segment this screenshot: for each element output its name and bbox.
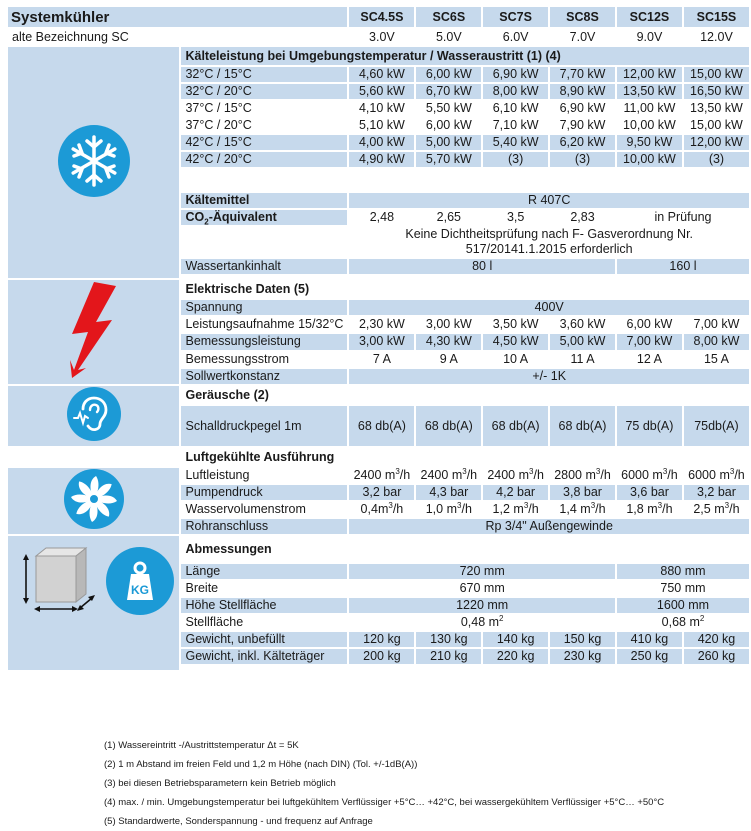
header-row	[8, 7, 749, 27]
pipe-label: Rohranschluss	[181, 519, 347, 534]
cell: 5,50 kW	[416, 101, 481, 116]
co2-label: $CO_2$-Äquivalent	[181, 210, 347, 225]
model-SC6S: SC6S	[416, 7, 481, 27]
cell: 2800 $m^3/h$	[550, 468, 615, 483]
weight-empty-label: Gewicht, unbefüllt	[181, 632, 347, 647]
spacer	[181, 276, 749, 278]
length-b: 880 mm	[617, 564, 749, 579]
cell: 5,00 kW	[416, 135, 481, 150]
old-name-value: 7.0V	[569, 29, 596, 44]
cell: 250 kg	[617, 649, 682, 664]
cell: 150 kg	[550, 632, 615, 647]
air-header: Luftgekühlte Ausführung	[181, 448, 749, 466]
cell: 9 A	[416, 352, 481, 367]
cell: 75db(A)	[684, 406, 749, 446]
cell: 6,00 kW	[617, 317, 682, 332]
cell: 6,00 kW	[416, 118, 481, 133]
spacer	[181, 169, 749, 181]
dims-header: Abmessungen	[181, 536, 749, 562]
dims-icon-cell	[8, 536, 179, 670]
row-label: 42°C / 15°C	[181, 135, 347, 150]
footnote: (1) Wassereintritt -/Austrittstemperatur Δt = 5K	[104, 740, 299, 751]
width-b: 750 mm	[617, 581, 749, 596]
cell: 6000 $m^3/h$	[684, 468, 749, 483]
length-a: 720 mm	[349, 564, 615, 579]
cell: 6,90 kW	[550, 101, 615, 116]
cell: 130 kg	[416, 632, 481, 647]
old-name-row	[8, 29, 749, 45]
weight-full-label: Gewicht, inkl. Kälteträger	[181, 649, 347, 664]
cell: 5,40 kW	[483, 135, 548, 150]
cell: 7,70 kW	[550, 67, 615, 82]
height-label: Höhe Stellfläche	[181, 598, 347, 613]
cooling-icon-cell	[8, 47, 179, 278]
cell: 6,00 kW	[416, 67, 481, 82]
cell: 2400 $m^3/h$	[416, 468, 481, 483]
empty-label	[181, 227, 347, 257]
cell: 2,30 kW	[349, 317, 414, 332]
cell: 120 kg	[349, 632, 414, 647]
cell: 11,00 kW	[617, 101, 682, 116]
airflow-label: Luftleistung	[181, 468, 347, 483]
cell: 8,90 kW	[550, 84, 615, 99]
cell: 5,10 kW	[349, 118, 414, 133]
cell: 420 kg	[684, 632, 749, 647]
cell: 6000 $m^3/h$	[617, 468, 682, 483]
cell: 10 A	[483, 352, 548, 367]
cell: 12 A	[617, 352, 682, 367]
spec-table	[6, 5, 751, 672]
cell: 7,00 kW	[684, 317, 749, 332]
tank-value-small: 80 l	[349, 259, 615, 274]
width-label: Breite	[181, 581, 347, 596]
cell: 6,90 kW	[483, 67, 548, 82]
empty-icon-cell	[8, 448, 179, 466]
setpoint-label: Sollwertkonstanz	[181, 369, 347, 384]
cell: 200 kg	[349, 649, 414, 664]
cell: 9,50 kW	[617, 135, 682, 150]
lightning-bolt-icon	[68, 280, 120, 380]
noise-label: Schalldruckpegel 1m	[181, 406, 347, 446]
old-name-value: 6.0V	[502, 29, 529, 44]
co2-pending: in Prüfung	[617, 210, 749, 225]
cell: 1,0 $m^3/h$	[416, 502, 481, 517]
kg-icon-text: KG	[131, 583, 150, 597]
cell: 12,00 kW	[617, 67, 682, 82]
cell: 1,2 $m^3/h$	[483, 502, 548, 517]
cell: (3)	[483, 152, 548, 167]
cell: 3,8 bar	[550, 485, 615, 500]
cell: 4,90 kW	[349, 152, 414, 167]
cell: 5,60 kW	[349, 84, 414, 99]
footnotes	[104, 736, 664, 831]
cell: 3,2 bar	[684, 485, 749, 500]
cell: 220 kg	[483, 649, 548, 664]
area-a: 0,48 $m^2$	[349, 615, 615, 630]
weight-kg-icon	[105, 546, 175, 616]
cell: 1,8 $m^3/h$	[617, 502, 682, 517]
cell: 10,00 kW	[617, 118, 682, 133]
row-label: 37°C / 15°C	[181, 101, 347, 116]
cell: 7,90 kW	[550, 118, 615, 133]
height-a: 1220 mm	[349, 598, 615, 613]
cell: 2,83	[550, 210, 615, 225]
electrical-header: Elektrische Daten (5)	[181, 280, 749, 298]
cell: 2,65	[416, 210, 481, 225]
spacer	[181, 183, 749, 191]
cell: 3,00 kW	[416, 317, 481, 332]
cell: 410 kg	[617, 632, 682, 647]
cell: 2400 $m^3/h$	[483, 468, 548, 483]
electrical-icon-cell	[8, 280, 179, 384]
rated-power-label: Bemessungsleistung	[181, 334, 347, 349]
table-row	[8, 468, 749, 483]
cell: 5,00 kW	[550, 334, 615, 349]
cell: 3,6 bar	[617, 485, 682, 500]
model-SC15S: SC15S	[684, 7, 749, 27]
cell: 13,50 kW	[617, 84, 682, 99]
footnote: (4) max. / min. Umgebungstemperatur bei luftgekühltem Verflüssiger +5°C… +42°C, bei wassergekühltem Verflüssiger +5°C… +50°C	[104, 797, 665, 808]
area-b: 0,68 $m^2$	[617, 615, 749, 630]
spacer	[181, 669, 749, 670]
cell: 4,10 kW	[349, 101, 414, 116]
cell: 11 A	[550, 352, 615, 367]
cell: 3,5	[483, 210, 548, 225]
cell: $0,4m^3/h$	[349, 502, 414, 517]
cell: 68 db(A)	[483, 406, 548, 446]
power-label: Leistungsaufnahme 15/32°C	[181, 317, 347, 332]
height-b: 1600 mm	[617, 598, 749, 613]
fan-icon	[63, 468, 125, 530]
cell: 230 kg	[550, 649, 615, 664]
snowflake-icon	[56, 123, 132, 199]
width-a: 670 mm	[349, 581, 615, 596]
pipe-value: Rp 3/4" Außengewinde	[349, 519, 749, 534]
cell: 16,50 kW	[684, 84, 749, 99]
area-label: Stellfläche	[181, 615, 347, 630]
cell: 210 kg	[416, 649, 481, 664]
table-title: Systemkühler	[8, 7, 347, 27]
old-name-value: 3.0V	[369, 29, 395, 44]
cell: 6,10 kW	[483, 101, 548, 116]
cell: 2,5 $m^3/h$	[684, 502, 749, 517]
model-SC4.5S: SC4.5S	[349, 7, 414, 27]
setpoint-value: +/- 1K	[349, 369, 749, 384]
cell: 7,00 kW	[617, 334, 682, 349]
cell: 12,00 kW	[684, 135, 749, 150]
cell: 4,30 kW	[416, 334, 481, 349]
cell: 15,00 kW	[684, 118, 749, 133]
cell: 7 A	[349, 352, 414, 367]
cell: (3)	[684, 152, 749, 167]
cell: 260 kg	[684, 649, 749, 664]
model-SC12S: SC12S	[617, 7, 682, 27]
cell: 4,3 bar	[416, 485, 481, 500]
cell: 2,48	[349, 210, 414, 225]
cell: 8,00 kW	[684, 334, 749, 349]
air-icon-cell	[8, 468, 179, 534]
noise-header: Geräusche (2)	[181, 386, 749, 404]
cell: 6,20 kW	[550, 135, 615, 150]
refrigerant-value: R 407C	[349, 193, 749, 208]
cell: 6,70 kW	[416, 84, 481, 99]
cell: 4,00 kW	[349, 135, 414, 150]
old-name-label: alte Bezeichnung SC	[8, 29, 347, 45]
cell: 13,50 kW	[684, 101, 749, 116]
cell: 4,2 bar	[483, 485, 548, 500]
row-label: 37°C / 20°C	[181, 118, 347, 133]
cell: 15 A	[684, 352, 749, 367]
refrigerant-label: Kältemittel	[181, 193, 347, 208]
cell: 15,00 kW	[684, 67, 749, 82]
cell: 68 db(A)	[550, 406, 615, 446]
rated-current-label: Bemessungsstrom	[181, 352, 347, 367]
voltage-value: 400V	[349, 300, 749, 315]
cell: (3)	[550, 152, 615, 167]
cell: 4,60 kW	[349, 67, 414, 82]
cell: 68 db(A)	[416, 406, 481, 446]
leak-note: Keine Dichtheitsprüfung nach F- Gasverordnung Nr. 517/20141.1.2015 erforderlich	[349, 227, 749, 257]
flow-label: Wasservolumenstrom	[181, 502, 347, 517]
cell: 1,4 $m^3/h$	[550, 502, 615, 517]
cell: 3,2 bar	[349, 485, 414, 500]
footnote: (3) bei diesen Betriebsparametern kein Betrieb möglich	[104, 778, 336, 789]
cell: 68 db(A)	[349, 406, 414, 446]
cooling-header: Kälteleistung bei Umgebungstemperatur / Wasseraustritt (1) (4)	[181, 47, 749, 65]
old-name-value: 12.0V	[700, 29, 733, 44]
cell: 8,00 kW	[483, 84, 548, 99]
model-SC7S: SC7S	[483, 7, 548, 27]
box-dimensions-icon	[12, 546, 102, 616]
footnote: (2) 1 m Abstand im freien Feld und 1,2 m Höhe (nach DIN) (Tol. +/-1dB(A))	[104, 759, 418, 770]
cell: 75 db(A)	[617, 406, 682, 446]
old-name-value: 9.0V	[636, 29, 663, 44]
cell: 4,50 kW	[483, 334, 548, 349]
cell: 5,70 kW	[416, 152, 481, 167]
row-label: 32°C / 15°C	[181, 67, 347, 82]
cell: 2400 $m^3/h$	[349, 468, 414, 483]
old-name-value: 5.0V	[435, 29, 462, 44]
cell: 7,10 kW	[483, 118, 548, 133]
cell: 3,00 kW	[349, 334, 414, 349]
ear-icon	[66, 386, 122, 442]
cell: 3,50 kW	[483, 317, 548, 332]
tank-value-large: 160 l	[617, 259, 749, 274]
cell: 3,60 kW	[550, 317, 615, 332]
model-SC8S: SC8S	[550, 7, 615, 27]
cell: 10,00 kW	[617, 152, 682, 167]
row-label: 32°C / 20°C	[181, 84, 347, 99]
spacer	[181, 666, 749, 667]
pump-label: Pumpendruck	[181, 485, 347, 500]
length-label: Länge	[181, 564, 347, 579]
cell: 140 kg	[483, 632, 548, 647]
row-label: 42°C / 20°C	[181, 152, 347, 167]
noise-icon-cell	[8, 386, 179, 446]
voltage-label: Spannung	[181, 300, 347, 315]
footnote: (5) Standardwerte, Sonderspannung - und frequenz auf Anfrage	[104, 816, 373, 827]
tank-label: Wassertankinhalt	[181, 259, 347, 274]
